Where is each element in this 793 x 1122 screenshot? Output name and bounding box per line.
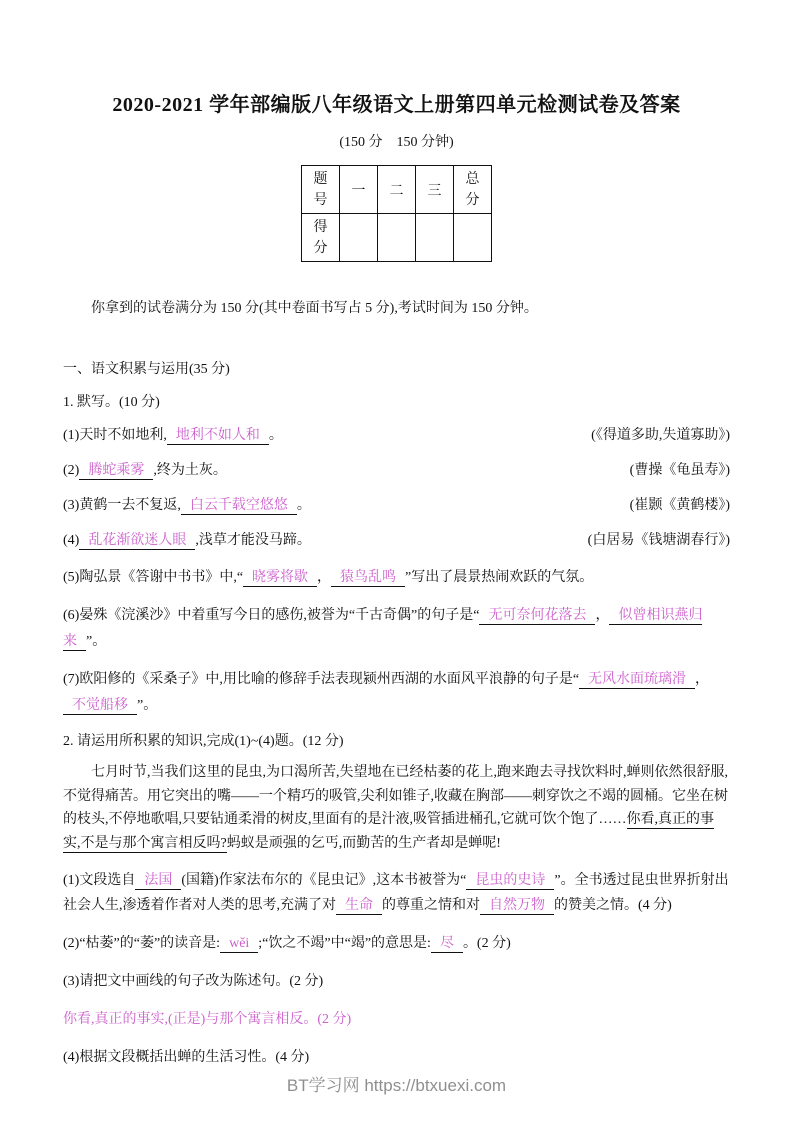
question-text: 。 (268, 428, 283, 443)
question-text: ， (695, 672, 710, 687)
citation: (崔颢《黄鹤楼》) (629, 498, 730, 513)
answer-blank: 不觉船移 (63, 698, 137, 715)
q1-item-4-text (63, 531, 311, 553)
question-text: ”。全书透过昆虫世界折射出社会人生,渗透着作者对人类的思考,充满了对 (63, 873, 729, 913)
q2-sub-3: (3)请把文中画线的句子改为陈述句。(2 分) (63, 974, 324, 989)
watermark: BT学习网 https://btxuexi.com (286, 1076, 507, 1095)
question-text: ， (595, 608, 610, 623)
score-table-cell-label: 得分 (313, 219, 328, 256)
q1-item-6 (63, 603, 730, 655)
question-text: (1)文段选自 (63, 873, 136, 888)
q2-sub-4: (4)根据文段概括出蝉的生活习性。(4 分) (63, 1050, 310, 1065)
question-text: ,终为土灰。 (153, 463, 227, 478)
answer-blank: 似曾相识燕归来 (63, 608, 703, 649)
section-one-heading: 一、语文积累与运用(35 分) (63, 362, 230, 377)
answer-blank: 腾蛇乘雾 (79, 463, 153, 480)
question-text: (国籍)作家法布尔的《昆虫记》,这本书被誉为“ (181, 873, 467, 888)
question-text: (2) (63, 463, 80, 478)
q1-label: 1. 默写。(10 分) (63, 395, 160, 410)
question-text: (5)陶弘景《答谢中书书》中,“ (63, 570, 244, 585)
answer-blank: 白云千载空悠悠 (181, 498, 297, 515)
score-table-cell-defen (302, 214, 340, 262)
q2-label: 2. 请运用所积累的知识,完成(1)~(4)题。(12 分) (63, 734, 344, 749)
question-text: (6)晏殊《浣溪沙》中着重写今日的感伤,被誉为“千古奇偶”的句子是“ (63, 608, 480, 623)
question-text: (4) (63, 533, 80, 548)
q2-sub-1 (63, 868, 730, 918)
score-table-cell-label: 总分 (465, 171, 480, 208)
q1-item-1-text (63, 426, 283, 448)
exam-score-time: (150 分 150 分钟) (339, 135, 454, 150)
citation: (《得道多助,失道寡助》) (591, 428, 730, 443)
question-text: ,浅草才能没马蹄。 (195, 533, 311, 548)
question-text: (3)黄鹤一去不复返, (63, 498, 181, 513)
q2-sub-3-answer: 你看,真正的事实,(正是)与那个寓言相反。(2 分) (63, 1012, 352, 1027)
answer-blank: 昆虫的史诗 (466, 873, 554, 890)
score-table-empty-cell (454, 214, 492, 262)
q1-item-3-text (63, 496, 311, 518)
q1-item-4 (63, 531, 730, 553)
answer-blank: 自然万物 (480, 898, 554, 915)
q1-item-2-text (63, 461, 227, 483)
score-table-cell-two: 二 (378, 166, 416, 214)
q1-item-7 (63, 667, 730, 719)
score-table-cell-three: 三 (416, 166, 454, 214)
passage-text: 蚂蚁是顽强的乞丐,而勤苦的生产者却是蝉呢! (226, 835, 501, 851)
score-table-cell-label: 题号 (313, 171, 328, 208)
question-text: 。 (296, 498, 311, 513)
score-table-cell-one: 一 (340, 166, 378, 214)
question-text: ;“饮之不竭”中“竭”的意思是: (258, 936, 431, 951)
question-text: ”写出了晨景热闹欢跃的气氛。 (405, 570, 594, 585)
answer-blank: 无风水面琉璃滑 (579, 672, 695, 689)
answer-blank: 晓雾将歇 (243, 570, 317, 587)
question-text: (1)天时不如地利, (63, 428, 167, 443)
q1-item-2 (63, 461, 730, 483)
passage-text: 七月时节,当我们这里的昆虫,为口渴所苦,失望地在已经枯萎的花上,跑来跑去寻找饮料时,蝉则依然很舒服,不觉得痛苦。用它突出的嘴——一个精巧的吸管,尖利如锥子,收藏在胸部——刺穿饮之不竭的圆桶。它坐在树的枝头,不停地歌唱,只要钻通柔滑的树皮,里面有的是汁液,吸管插进桶孔,它就可饮个饱了…… (63, 765, 728, 827)
q2-sub-2 (63, 931, 730, 956)
page-title: 2020-2021 学年部编版八年级语文上册第四单元检测试卷及答案 (112, 94, 681, 116)
q1-item-5 (63, 565, 730, 591)
answer-blank: 无可奈何花落去 (479, 608, 595, 625)
score-table-cell-total (454, 166, 492, 214)
question-text: ， (317, 570, 332, 585)
answer-blank: 法国 (135, 873, 181, 890)
answer-blank: wěi (220, 936, 258, 953)
score-table-score-row (302, 214, 492, 262)
score-table-cell-tihao (302, 166, 340, 214)
score-table-empty-cell (340, 214, 378, 262)
passage-underlined-sentence: 你看,真正的事实,不是与那个寓言相反吗? (63, 812, 714, 851)
question-text: ”。 (137, 698, 158, 713)
exam-intro: 你拿到的试卷满分为 150 分(其中卷面书写占 5 分),考试时间为 150 分钟。 (91, 301, 538, 316)
score-table (301, 165, 492, 262)
question-text: ”。 (86, 634, 107, 649)
q1-item-3 (63, 496, 730, 518)
answer-blank: 乱花渐欲迷人眼 (79, 533, 195, 550)
answer-blank: 生命 (336, 898, 382, 915)
score-table-empty-cell (378, 214, 416, 262)
question-text: 的尊重之情和对 (382, 898, 480, 913)
question-text: (7)欧阳修的《采桑子》中,用比喻的修辞手法表现颍州西湖的水面风平浪静的句子是“ (63, 672, 580, 687)
answer-blank: 地利不如人和 (167, 428, 269, 445)
question-text: (2)“枯萎”的“萎”的读音是: (63, 936, 221, 951)
citation: (曹操《龟虽寿》) (629, 463, 730, 478)
answer-blank: 尽 (431, 936, 463, 953)
question-text: 的赞美之情。(4 分) (554, 898, 672, 913)
score-table-header-row (302, 166, 492, 214)
score-table-empty-cell (416, 214, 454, 262)
q2-reading-passage (63, 761, 730, 855)
citation: (白居易《钱塘湖春行》) (587, 533, 730, 548)
q1-item-1 (63, 426, 730, 448)
question-text: 。(2 分) (462, 936, 511, 951)
answer-blank: 猿鸟乱鸣 (331, 570, 405, 587)
